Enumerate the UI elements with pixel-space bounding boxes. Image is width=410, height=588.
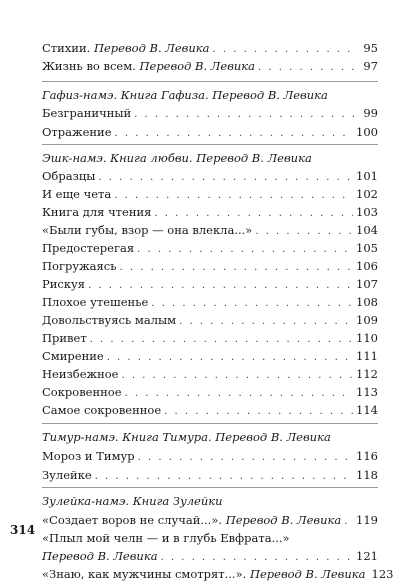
toc-entry [42, 511, 378, 529]
entry-page: 113 [356, 385, 378, 399]
section-divider [42, 423, 378, 424]
entry-title: Рискуя [42, 277, 86, 291]
dot-leader [95, 468, 353, 486]
entry-title: Зулейке [42, 468, 92, 482]
entry-title: Стихии. Перевод В. Левика [42, 41, 210, 55]
section-divider [42, 487, 378, 488]
translator-credit: Перевод В. Левика [139, 59, 256, 73]
entry-page: 103 [356, 205, 378, 219]
toc-entry [42, 565, 394, 583]
entry-title: Сокровенное [42, 385, 122, 399]
entry-title: «Знаю, как мужчины смотрят...». Перевод В. Левика [42, 567, 366, 581]
section-divider [42, 144, 378, 145]
entry-page: 121 [356, 549, 378, 563]
entry-page: 114 [356, 403, 378, 417]
entry-page: 118 [356, 468, 378, 482]
entry-page: 108 [356, 295, 378, 309]
dot-leader [258, 59, 357, 77]
section-divider [42, 81, 378, 82]
toc-entry [42, 329, 378, 347]
toc-entry [42, 167, 378, 185]
entry-page: 99 [363, 106, 378, 120]
toc-entry [42, 311, 378, 329]
entry-page: 105 [356, 241, 378, 255]
dot-leader [138, 449, 353, 467]
entry-page: 110 [356, 331, 378, 345]
translator-credit: Перевод В. Левика [93, 41, 210, 55]
entry-page: 106 [356, 259, 378, 273]
entry-page: 102 [356, 187, 378, 201]
page-number: 314 [10, 523, 36, 537]
toc-entry [42, 257, 378, 275]
toc-entry [42, 383, 378, 401]
entry-page: 100 [356, 125, 378, 139]
entry-page: 97 [363, 59, 378, 73]
section-heading-love: Эшк-намэ. Книга любви. Перевод В. Левика [42, 151, 312, 165]
toc-entry [42, 547, 378, 565]
toc-entry [42, 221, 378, 239]
entry-title: Безграничный [42, 106, 132, 120]
section-heading-timur: Тимур-намэ. Книга Тимура. Перевод В. Левика [42, 430, 331, 444]
toc-entry [42, 447, 378, 465]
toc-entry [42, 275, 378, 293]
section-heading-zuleika: Зулейка-намэ. Книга Зулейки [42, 494, 223, 508]
toc-entry [42, 293, 378, 311]
entry-page: 95 [363, 41, 378, 55]
toc-entry [42, 39, 378, 57]
entry-title [42, 547, 158, 565]
dot-leader [134, 106, 357, 124]
entry-page: 111 [356, 349, 378, 363]
entry-title: Довольствуясь малым [42, 313, 177, 327]
entry-page: 116 [356, 449, 378, 463]
entry-title: Отражение [42, 125, 112, 139]
entry-page: 104 [356, 223, 378, 237]
toc-entry-line: «Плыл мой челн — и в глубь Евфрата...» [42, 531, 290, 545]
dot-leader [115, 125, 354, 143]
entry-title: Привет [42, 331, 87, 345]
dot-leader [164, 403, 353, 421]
section-heading-hafiz: Гафиз-намэ. Книга Гафиза. Перевод В. Левика [42, 88, 328, 102]
entry-page: 112 [356, 367, 378, 381]
entry-page: 123 [371, 567, 394, 581]
entry-title: Плохое утешенье [42, 295, 149, 309]
entry-title: Образцы [42, 169, 96, 183]
toc-entry [42, 401, 378, 419]
toc-entry [42, 365, 378, 383]
translator-credit: Перевод В. Левика [249, 567, 366, 581]
toc-entry [42, 104, 378, 122]
entry-title: Мороз и Тимур [42, 449, 135, 463]
entry-title: «Создает воров не случай...». Перевод В. Левика [42, 513, 342, 527]
entry-page: 107 [356, 277, 378, 291]
entry-title: И еще чета [42, 187, 112, 201]
toc-entry [42, 203, 378, 221]
translator-credit: Перевод В. Левика [42, 549, 158, 563]
toc-entry [42, 185, 378, 203]
entry-page: 109 [356, 313, 378, 327]
toc-entry [42, 57, 378, 75]
translator-credit: Перевод В. Левика [225, 513, 342, 527]
entry-title: «Были губы, взор — она влекла...» [42, 223, 253, 237]
entry-page: 101 [356, 169, 378, 183]
entry-title: Неизбежное [42, 367, 119, 381]
entry-title: Смирение [42, 349, 104, 363]
entry-title: Предостерегая [42, 241, 135, 255]
entry-title: Погружаясь [42, 259, 117, 273]
entry-title: Жизнь во всем. Перевод В. Левика [42, 59, 256, 73]
toc-entry [42, 466, 378, 484]
toc-entry [42, 123, 378, 141]
entry-title: Книга для чтения [42, 205, 152, 219]
toc-entry [42, 239, 378, 257]
entry-page: 119 [356, 513, 378, 527]
entry-title: Самое сокровенное [42, 403, 162, 417]
toc-entry [42, 347, 378, 365]
